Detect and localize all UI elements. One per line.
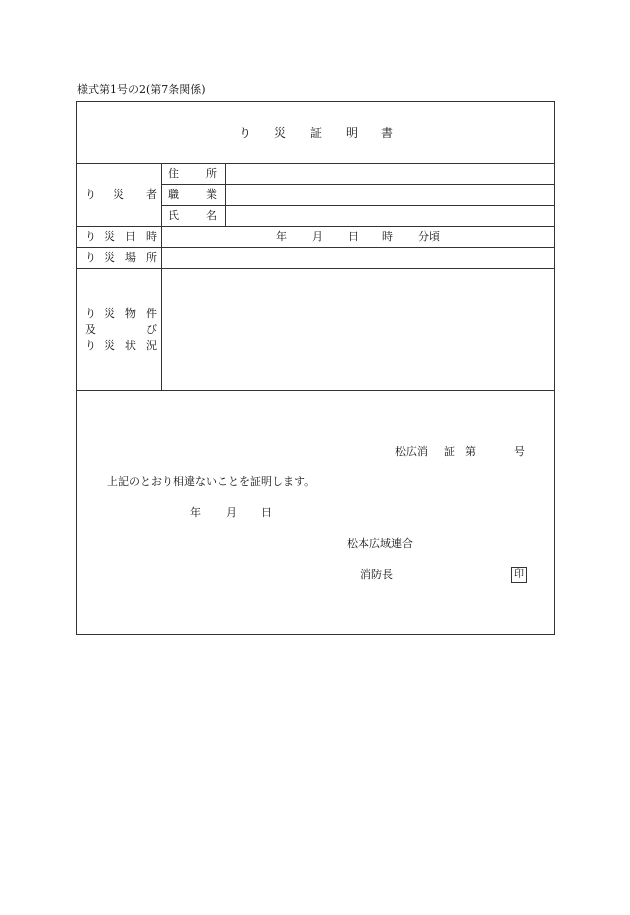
name-label: 名	[206, 209, 217, 222]
name-label: 氏	[168, 209, 179, 222]
divider	[76, 268, 555, 269]
property-label: 及	[85, 323, 96, 336]
organization-name: 松本広域連合	[347, 537, 413, 550]
divider	[161, 205, 555, 206]
divider	[76, 163, 555, 164]
property-label: り	[85, 307, 96, 320]
date-label: り	[85, 230, 96, 243]
hour-unit: 時	[382, 230, 393, 243]
property-label: 況	[146, 339, 157, 352]
month-unit: 月	[312, 230, 323, 243]
property-label: び	[146, 323, 157, 336]
property-label: 災	[104, 307, 115, 320]
divider	[76, 390, 555, 391]
divider	[76, 226, 555, 227]
divider	[76, 247, 555, 248]
property-label: 災	[104, 339, 115, 352]
date-label: 災	[104, 230, 115, 243]
property-label: 物	[125, 307, 136, 320]
issue-year-unit: 年	[190, 506, 201, 519]
divider	[161, 163, 162, 390]
place-label: り	[85, 251, 96, 264]
occupation-label: 業	[206, 188, 217, 201]
property-label: り	[85, 339, 96, 352]
issue-day-unit: 日	[261, 506, 272, 519]
address-label: 住	[168, 167, 179, 180]
issue-month-unit: 月	[226, 506, 237, 519]
place-label: 所	[146, 251, 157, 264]
occupation-label: 職	[168, 188, 179, 201]
year-unit: 年	[276, 230, 287, 243]
official-title: 消防長	[360, 568, 393, 581]
victim-label: り	[85, 188, 96, 201]
place-label: 場	[125, 251, 136, 264]
form-number: 様式第1号の2(第7条関係)	[77, 83, 206, 96]
certificate-go: 号	[514, 445, 525, 458]
victim-label: 災	[113, 188, 124, 201]
certificate-sho: 証	[444, 445, 455, 458]
date-label: 日	[125, 230, 136, 243]
victim-label: 者	[146, 188, 157, 201]
title-char: 証	[310, 126, 323, 140]
property-label: 件	[146, 307, 157, 320]
minute-unit: 分頃	[418, 230, 440, 243]
seal-box: 印	[511, 567, 527, 583]
title-char: 災	[274, 126, 287, 140]
place-label: 災	[104, 251, 115, 264]
day-unit: 日	[348, 230, 359, 243]
certificate-form	[76, 101, 555, 635]
divider	[225, 163, 226, 226]
title-char: り	[239, 126, 252, 140]
divider	[161, 184, 555, 185]
date-label: 時	[146, 230, 157, 243]
address-label: 所	[206, 167, 217, 180]
certificate-statement: 上記のとおり相違ないことを証明します。	[107, 475, 316, 488]
title-char: 書	[381, 126, 394, 140]
certificate-dai: 第	[465, 445, 476, 458]
certificate-number-prefix: 松広消	[395, 445, 428, 458]
property-label: 状	[125, 339, 136, 352]
title-char: 明	[346, 126, 359, 140]
